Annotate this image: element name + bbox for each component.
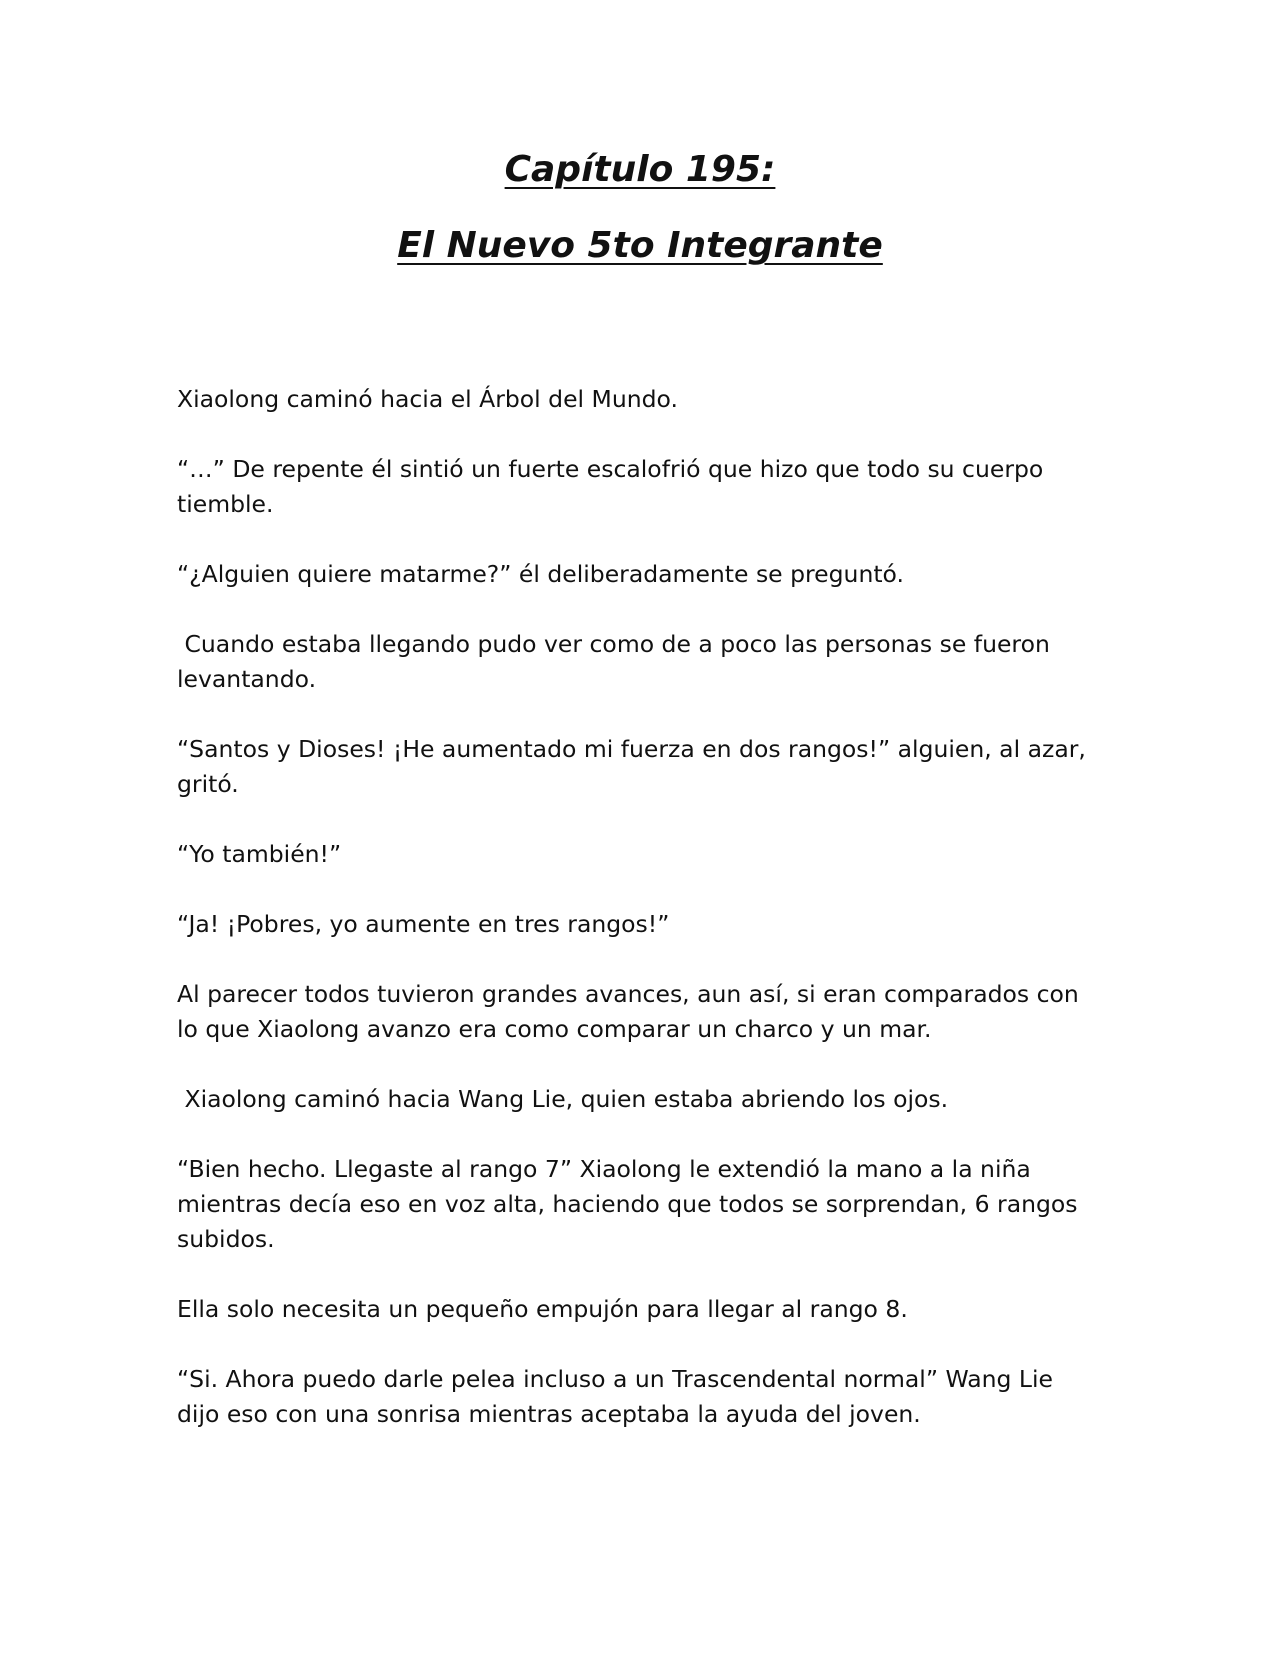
paragraph: “…” De repente él sintió un fuerte escalofrió que hizo que todo su cuerpo tiemble. — [177, 455, 1051, 518]
paragraph: Ella solo necesita un pequeño empujón para llegar al rango 8. — [177, 1295, 908, 1323]
chapter-title: Capítulo 195: — [504, 149, 776, 190]
paragraph: Al parecer todos tuvieron grandes avances, aun así, si eran comparados con lo que Xiaolong avanzo era como comparar un charco y un mar. — [177, 980, 1087, 1043]
chapter-body — [177, 382, 1097, 1467]
paragraph: Cuando estaba llegando pudo ver como de a poco las personas se fueron levantando. — [177, 630, 1058, 693]
chapter-subtitle: El Nuevo 5to Integrante — [397, 225, 883, 266]
paragraph: “Bien hecho. Llegaste al rango 7” Xiaolong le extendió la mano a la niña mientras decía eso en voz alta, haciendo que todos se sorprendan, 6 rangos subidos. — [177, 1155, 1086, 1253]
chapter-heading — [0, 148, 1280, 268]
paragraph: Xiaolong caminó hacia el Árbol del Mundo. — [177, 385, 678, 413]
paragraph: “Yo también!” — [177, 840, 342, 868]
paragraph: “Santos y Dioses! ¡He aumentado mi fuerza en dos rangos!” alguien, al azar, gritó. — [177, 735, 1094, 798]
paragraph: “Si. Ahora puedo darle pelea incluso a un Trascendental normal” Wang Lie dijo eso con una sonrisa mientras aceptaba la ayuda del joven. — [177, 1365, 1061, 1428]
paragraph: “Ja! ¡Pobres, yo aumente en tres rangos!” — [177, 910, 670, 938]
paragraph: “¿Alguien quiere matarme?” él deliberadamente se preguntó. — [177, 560, 904, 588]
paragraph: Xiaolong caminó hacia Wang Lie, quien estaba abriendo los ojos. — [177, 1085, 949, 1113]
